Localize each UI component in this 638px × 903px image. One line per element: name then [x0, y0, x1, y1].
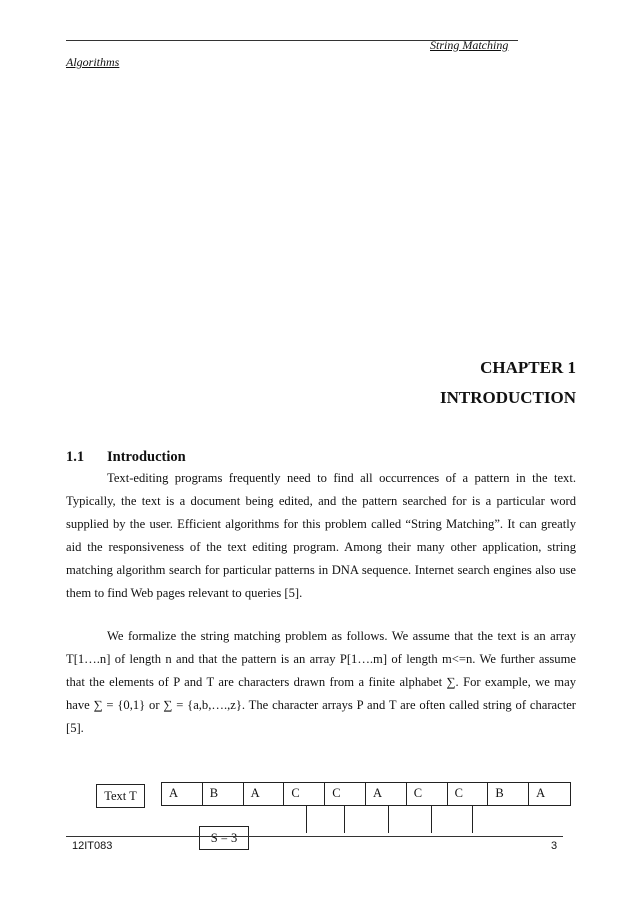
array-cell: A [162, 783, 203, 805]
footer-rule [66, 836, 563, 837]
text-array [161, 782, 571, 806]
paragraph-1 [66, 467, 576, 605]
array-cell: B [203, 783, 244, 805]
pattern-tick [472, 806, 473, 833]
array-cell: A [366, 783, 407, 805]
pattern-tick [431, 806, 432, 833]
pattern-tick [306, 806, 307, 833]
array-cell: C [407, 783, 448, 805]
paragraph-1-text: Text-editing programs frequently need to find all occurrences of a pattern in the text. Typically, the text is a document being edited, and the pattern searched for is a particular word supplied by the user. Efficient algorithms for this problem called “String Matching”. It can greatly aid the responsiveness of the text editing program. Among their many other application, string matching algorithm search for particular patterns in DNA sequence. Internet search engines also use them to find Web pages relevant to queries [5]. [66, 471, 576, 600]
array-cell: C [448, 783, 489, 805]
pattern-tick [344, 806, 345, 833]
header-title: String Matching [430, 38, 509, 52]
chapter-title: INTRODUCTION [439, 388, 576, 407]
text-t-label: Text T [96, 784, 145, 808]
array-cell: A [536, 786, 546, 800]
footer-id: 12IT083 [72, 840, 113, 852]
paragraph-2-text: We formalize the string matching problem as follows. We assume that the text is an array T[1….n] of length n and that the pattern is an array P[1….m] of length m<=n. We further assume that the elements of P and T are characters drawn from a finite alphabet ∑. For example, we may have ∑ = {0,1} or ∑ = {a,b,….,z}. The character arrays P and T are often called string of character [5]. [66, 629, 576, 735]
array-cell: C [284, 783, 325, 805]
section-title: Introduction [107, 449, 186, 465]
pattern-tick [388, 806, 389, 833]
array-cell: C [325, 783, 366, 805]
page-number: 3 [551, 840, 558, 852]
section-number: 1.1 [66, 449, 85, 465]
chapter-number: CHAPTER 1 [480, 358, 576, 377]
array-cell: B [488, 783, 529, 805]
array-cell: A [244, 783, 285, 805]
paragraph-2 [66, 625, 576, 740]
shift-label: S = 3 [199, 826, 249, 850]
header-title-continued: Algorithms [66, 55, 120, 69]
